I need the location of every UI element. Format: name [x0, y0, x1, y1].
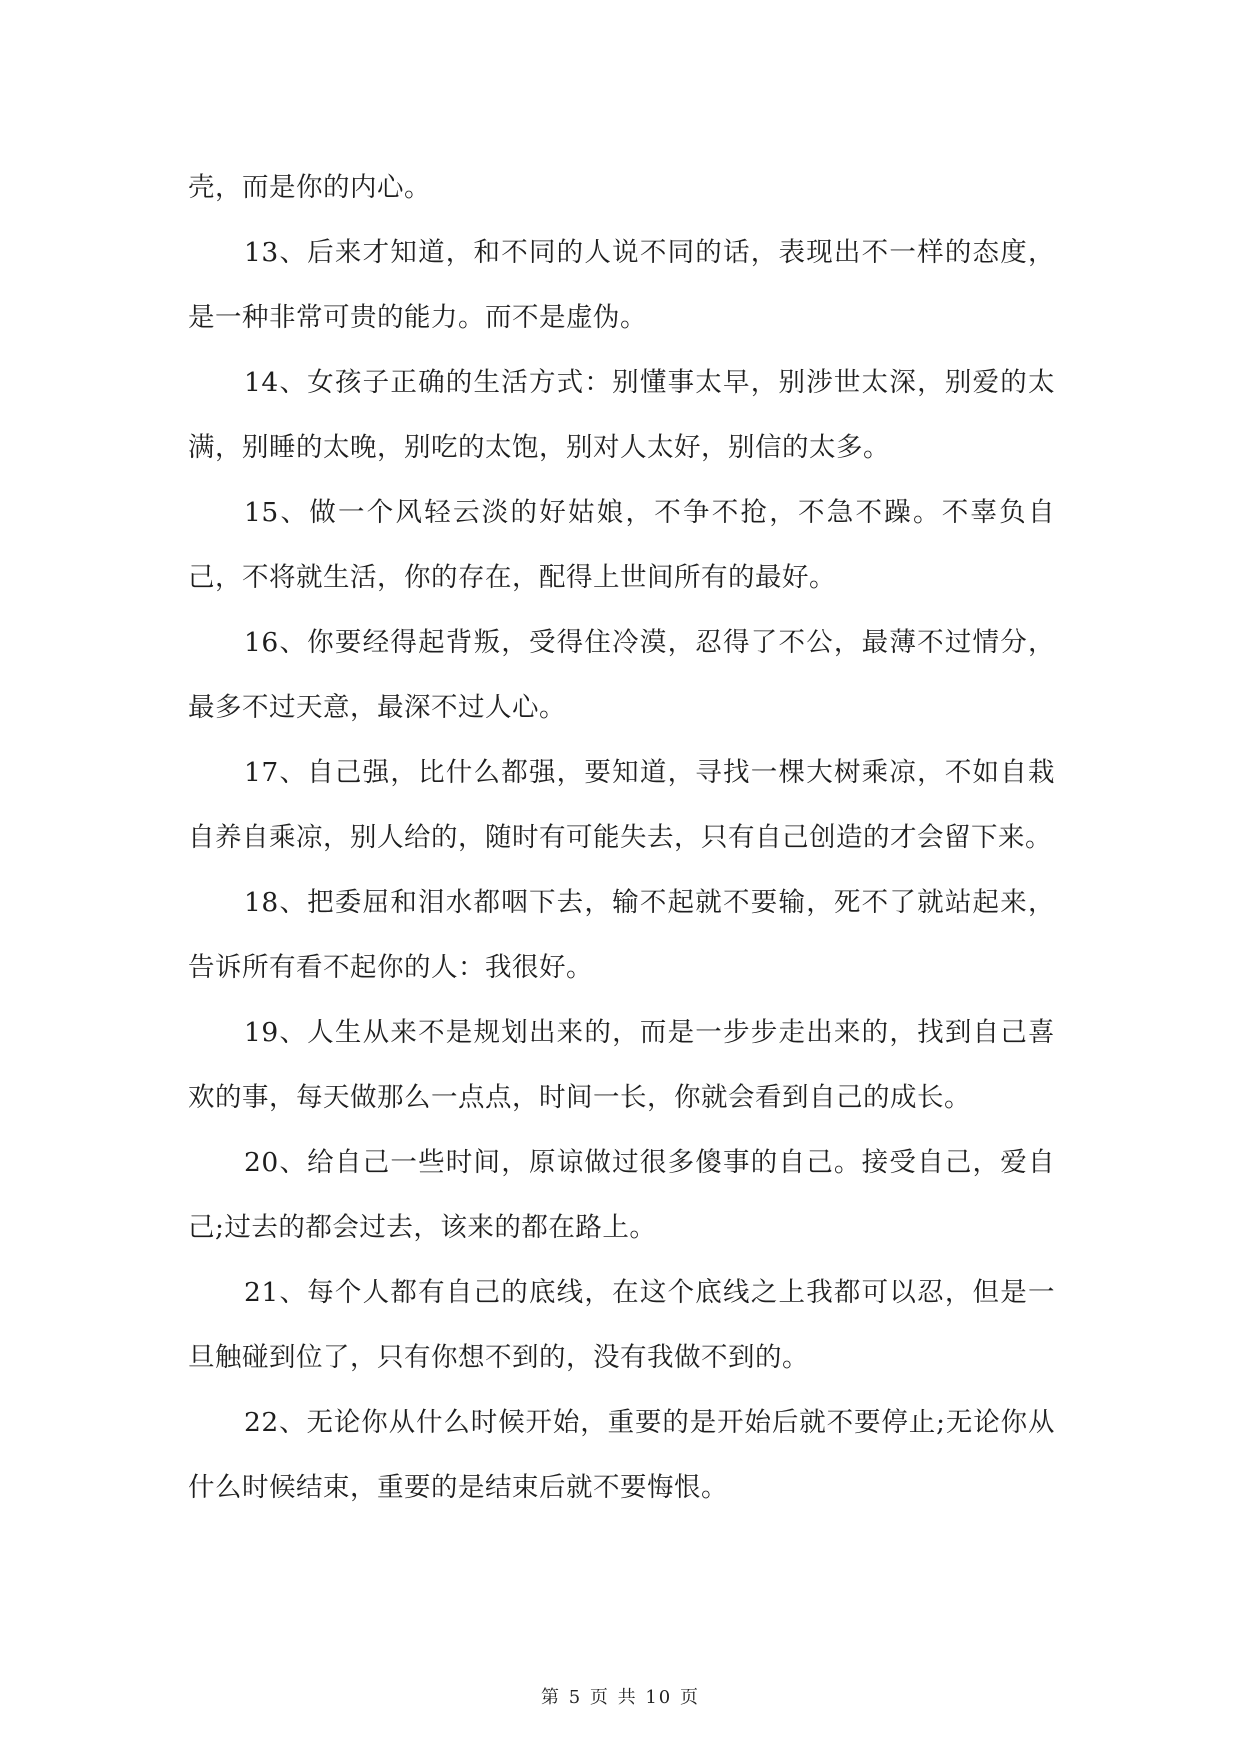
paragraph-21: 21、每个人都有自己的底线，在这个底线之上我都可以忍，但是一旦触碰到位了，只有你想不到的，没有我做不到的。	[188, 1277, 1055, 1373]
page-footer: 第 5 页 共 10 页	[541, 1687, 700, 1708]
paragraph-16: 16、你要经得起背叛，受得住冷漠，忍得了不公，最薄不过情分，最多不过天意，最深不过人心。	[188, 627, 1055, 723]
paragraph-19: 19、人生从来不是规划出来的，而是一步步走出来的，找到自己喜欢的事，每天做那么一点点，时间一长，你就会看到自己的成长。	[188, 1017, 1055, 1113]
paragraph-18: 18、把委屈和泪水都咽下去，输不起就不要输，死不了就站起来，告诉所有看不起你的人：我很好。	[188, 887, 1055, 983]
paragraph-17: 17、自己强，比什么都强，要知道，寻找一棵大树乘凉，不如自栽自养自乘凉，别人给的，随时有可能失去，只有自己创造的才会留下来。	[188, 757, 1055, 853]
paragraph-14: 14、女孩子正确的生活方式：别懂事太早，别涉世太深，别爱的太满，别睡的太晚，别吃的太饱，别对人太好，别信的太多。	[188, 367, 1055, 463]
paragraph-continuation: 壳，而是你的内心。	[188, 172, 431, 203]
paragraph-15: 15、做一个风轻云淡的好姑娘，不争不抢，不急不躁。不辜负自己，不将就生活，你的存在，配得上世间所有的最好。	[188, 497, 1055, 593]
document-body	[188, 155, 1055, 1520]
paragraph-13: 13、后来才知道，和不同的人说不同的话，表现出不一样的态度，是一种非常可贵的能力。而不是虚伪。	[188, 237, 1055, 333]
paragraph-22: 22、无论你从什么时候开始，重要的是开始后就不要停止;无论你从什么时候结束，重要的是结束后就不要悔恨。	[188, 1407, 1055, 1503]
paragraph-20: 20、给自己一些时间，原谅做过很多傻事的自己。接受自己，爱自己;过去的都会过去，该来的都在路上。	[188, 1147, 1055, 1243]
